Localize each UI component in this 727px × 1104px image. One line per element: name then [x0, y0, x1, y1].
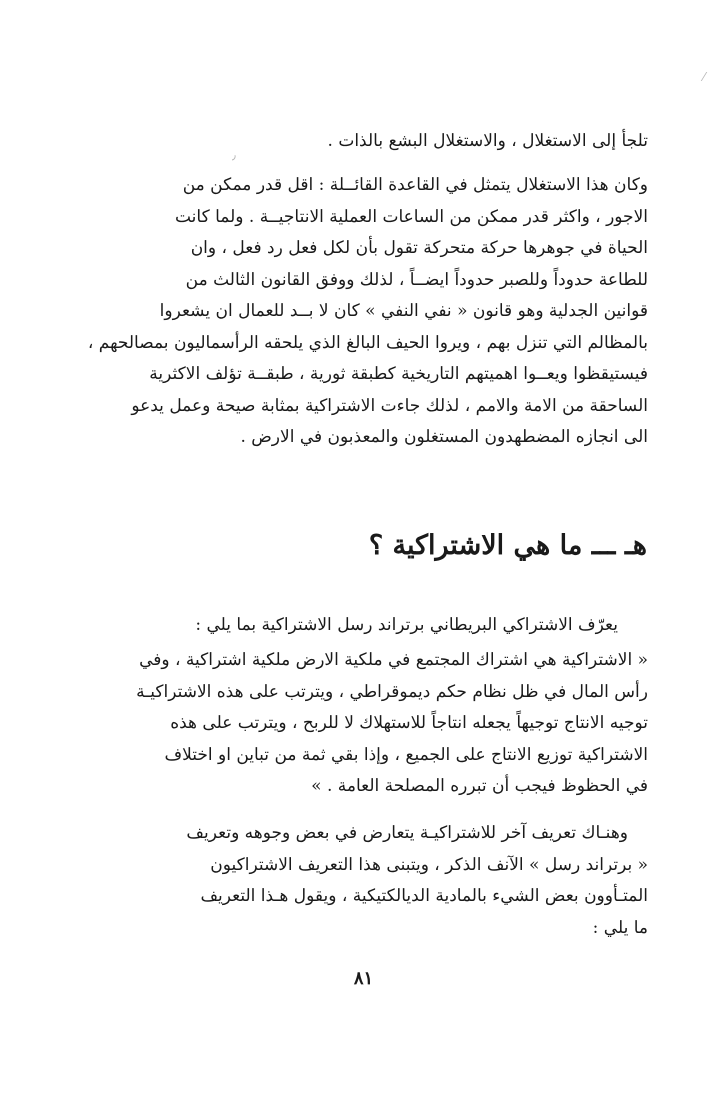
text-line: رأس المال في ظل نظام حكم ديموقراطي ، ويترتب على هذه الاشتراكيـة: [136, 681, 648, 702]
definition-intro: [78, 610, 648, 642]
text-line: الساحقة من الامة والامم ، لذلك جاءت الاشتراكية بمثابة صيحة وعمل يدعو: [131, 395, 648, 416]
page-number: ٨١: [353, 968, 374, 989]
text-line: « برتراند رسل » الآنف الذكر ، ويتبنى هذا التعريف الاشتراكيون: [210, 854, 648, 875]
text-line: فيستيقظوا ويعــوا اهميتهم التاريخية كطبقة ثورية ، طبقــة تؤلف الاكثرية: [149, 364, 648, 384]
text-line: الاشتراكية توزيع الانتاج على الجميع ، وإذا بقي ثمة من تباين او اختلاف: [164, 744, 648, 765]
exploitation-paragraph: [78, 170, 648, 454]
text-line: قوانين الجدلية وهو قانون « نفي النفي » كان لا بــد للعمال ان يشعروا: [159, 301, 648, 321]
stray-mark: ٫: [232, 148, 236, 162]
text-line: الى انجازه المضطهدون المستغلون والمعذبون في الارض .: [240, 427, 648, 447]
text-line: للطاعة حدوداً وللصبر حدوداً ايضــاً ، لذلك ووفق القانون الثالث من: [185, 269, 648, 290]
section-heading: هـ ـــ ما هي الاشتراكية ؟: [368, 530, 647, 561]
text-line: بالمظالم التي تنزل بهم ، ويروا الحيف البالغ الذي يلحقه الرأسماليون بمصالحهم ،: [87, 332, 648, 353]
text-line: الحياة في جوهرها حركة متحركة تقول بأن لكل فعل رد فعل ، وان: [190, 238, 648, 258]
text-line: وهنـاك تعريف آخر للاشتراكيـة يتعارض في بعض وجوهه وتعريف: [186, 823, 628, 843]
stray-mark: ⁄: [702, 70, 705, 84]
text-line: يعرّف الاشتراكي البريطاني برتراند رسل الاشتراكية بما يلي :: [195, 615, 618, 635]
text-line: « الاشتراكية هي اشتراك المجتمع في ملكية الارض ملكية اشتراكية ، وفي: [139, 650, 648, 670]
text-line: وكان هذا الاستغلال يتمثل في القاعدة القائــلة : اقل قدر ممكن من: [182, 175, 648, 195]
text-line: في الحظوظ فيجب أن تبرره المصلحة العامة . »: [311, 776, 648, 796]
russell-quote: [78, 645, 648, 803]
text-line: المتـأوون بعض الشيء بالمادية الديالكتيكية ، ويقول هـذا التعريف: [200, 886, 648, 906]
text-line: تلجأ إلى الاستغلال ، والاستغلال البشع بالذات .: [327, 131, 648, 151]
text-line: ما يلي :: [592, 917, 648, 938]
text-line: توجيه الانتاج توجيهاً يجعله انتاجاً للاستهلاك لا للربح ، ويترتب على هذه: [170, 713, 648, 733]
opening-paragraph: [78, 126, 648, 158]
second-definition-paragraph: [78, 818, 648, 944]
text-line: الاجور ، واكثر قدر ممكن من الساعات العملية الانتاجيــة . ولما كانت: [174, 206, 648, 227]
